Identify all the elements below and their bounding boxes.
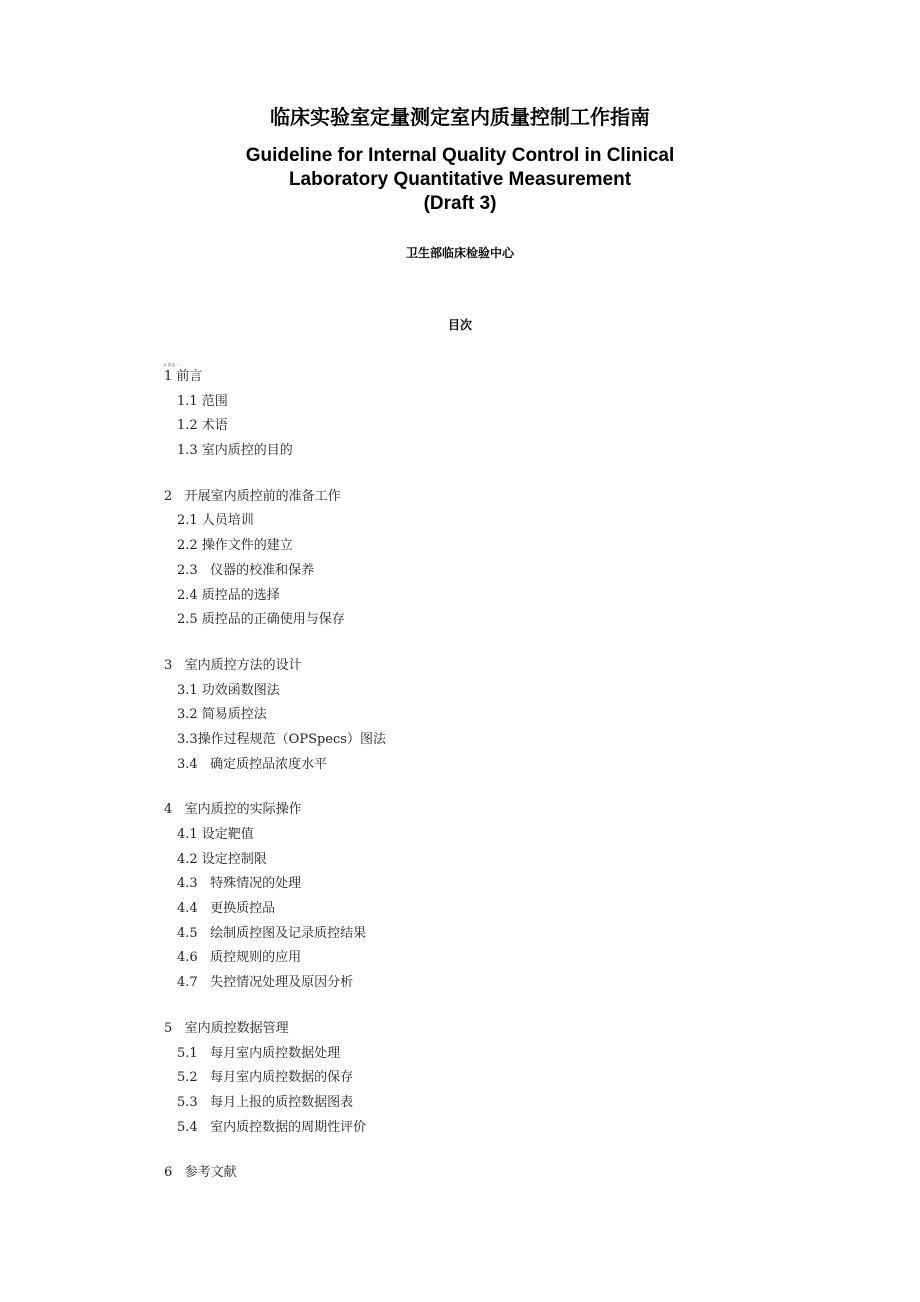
toc-entry[interactable]: 2.4 质控品的选择 bbox=[177, 587, 280, 603]
toc-entry[interactable]: 1.1 范围 bbox=[177, 393, 228, 409]
toc-entry[interactable]: 5.3 每月上报的质控数据图表 bbox=[177, 1094, 354, 1110]
toc-section bbox=[164, 368, 764, 467]
toc-section bbox=[164, 1164, 764, 1189]
toc-section-title[interactable]: 2 开展室内质控前的准备工作 bbox=[164, 488, 341, 504]
toc-entry[interactable]: 4.6 质控规则的应用 bbox=[177, 950, 302, 966]
toc-entry[interactable]: 5.1 每月室内质控数据处理 bbox=[177, 1045, 341, 1061]
toc-entry[interactable]: 2.3 仪器的校准和保养 bbox=[177, 562, 315, 578]
toc-entry[interactable]: 4.5 绘制质控图及记录质控结果 bbox=[177, 925, 367, 941]
toc-entry[interactable]: 3.1 功效函数图法 bbox=[177, 682, 280, 698]
toc-entry[interactable]: 3.4 确定质控品浓度水平 bbox=[177, 756, 328, 772]
toc-section-title[interactable]: 5 室内质控数据管理 bbox=[164, 1020, 289, 1036]
toc-entry[interactable]: 2.5 质控品的正确使用与保存 bbox=[177, 612, 345, 628]
tiny-text-mark: v 说是一 bbox=[164, 362, 180, 367]
toc-section-title[interactable]: 3 室内质控方法的设计 bbox=[164, 657, 302, 673]
toc-section bbox=[164, 1020, 764, 1143]
toc-entry[interactable]: 5.2 每月室内质控数据的保存 bbox=[177, 1070, 354, 1086]
document-title-english bbox=[0, 144, 920, 216]
toc-entry[interactable]: 3.2 简易质控法 bbox=[177, 707, 267, 723]
toc-entry[interactable]: 4.4 更换质控品 bbox=[177, 901, 276, 917]
toc-entry[interactable]: 4.3 特殊情况的处理 bbox=[177, 876, 302, 892]
table-of-contents bbox=[164, 368, 764, 1210]
toc-entry[interactable]: 2.2 操作文件的建立 bbox=[177, 538, 293, 554]
toc-entry[interactable]: 4.7 失控情况处理及原因分析 bbox=[177, 975, 354, 991]
draft-label: (Draft 3) bbox=[423, 193, 497, 214]
english-title-line: Guideline for Internal Quality Control in Clinical bbox=[245, 145, 675, 166]
toc-entry[interactable]: 2.1 人员培训 bbox=[177, 513, 254, 529]
toc-section-title[interactable]: 1 前言 bbox=[164, 369, 203, 384]
organization-name: 卫生部临床检验中心 bbox=[405, 246, 514, 260]
toc-entry[interactable]: 4.1 设定靶值 bbox=[177, 827, 254, 842]
toc-entry[interactable]: 4.2 设定控制限 bbox=[177, 851, 267, 867]
toc-section-title[interactable]: 4 室内质控的实际操作 bbox=[164, 802, 302, 818]
document-title-chinese: 临床实验室定量测定室内质量控制工作指南 bbox=[270, 105, 650, 129]
toc-entry[interactable]: 3.3操作过程规范（OPSpecs）图法 bbox=[177, 731, 386, 747]
toc-entry[interactable]: 1.3 室内质控的目的 bbox=[177, 443, 293, 459]
toc-section bbox=[164, 488, 764, 636]
toc-section bbox=[164, 801, 764, 999]
english-title-line: Laboratory Quantitative Measurement bbox=[288, 169, 632, 190]
toc-section-title[interactable]: 6 参考文献 bbox=[164, 1165, 237, 1181]
toc-entry[interactable]: 1.2 术语 bbox=[177, 418, 228, 434]
toc-heading: 目次 bbox=[447, 318, 472, 332]
toc-entry[interactable]: 5.4 室内质控数据的周期性评价 bbox=[177, 1119, 367, 1135]
toc-section bbox=[164, 657, 764, 780]
